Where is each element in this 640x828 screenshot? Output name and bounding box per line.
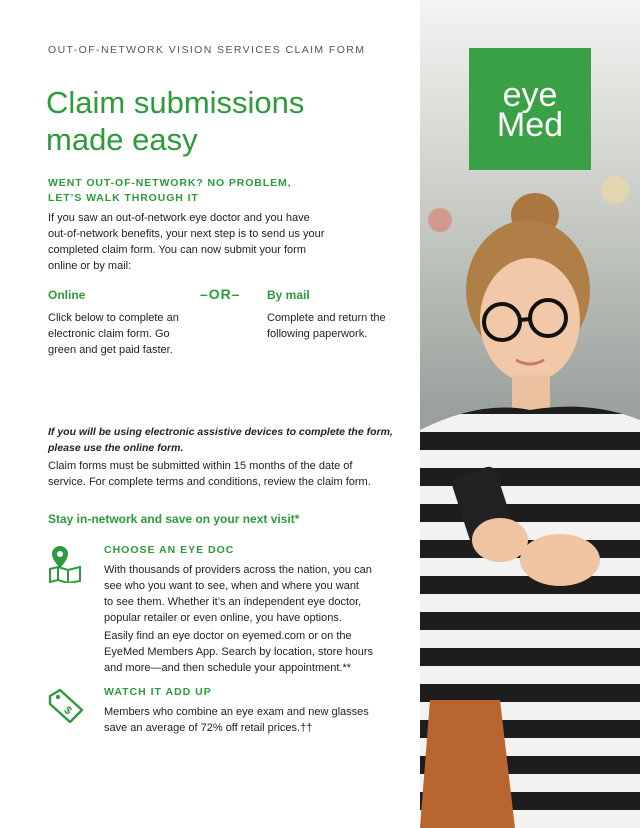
- choose-line: EyeMed Members App. Search by location, store hours: [104, 646, 374, 658]
- intro-line: out-of-network benefits, your next step is to send us your: [48, 228, 325, 240]
- choose-line: With thousands of providers across the nation, you can: [104, 564, 372, 576]
- choose-line: see who you want to see, when and where you want: [104, 580, 359, 592]
- map-pin-icon: [46, 543, 84, 588]
- choose-paragraph-1: [104, 562, 404, 626]
- svg-text:$: $: [61, 704, 74, 718]
- intro-paragraph: [48, 210, 348, 274]
- subhead-line-1: WENT OUT-OF-NETWORK? NO PROBLEM,: [48, 177, 292, 189]
- section-heading-watch: WATCH IT ADD UP: [104, 686, 212, 698]
- subhead-line-2: LET’S WALK THROUGH IT: [48, 192, 199, 204]
- deadline-line: service. For complete terms and conditions, review the claim form.: [48, 476, 371, 488]
- notice-line: please use the online form.: [48, 442, 184, 454]
- price-tag-icon: [46, 686, 86, 731]
- title-line-1: Claim submissions: [46, 85, 305, 120]
- assistive-notice: [48, 424, 398, 456]
- online-heading[interactable]: Online: [48, 288, 86, 302]
- logo-line-2: Med: [496, 106, 564, 144]
- eyemed-logo: [469, 48, 591, 170]
- mail-description: [267, 310, 407, 342]
- online-line: Click below to complete an: [48, 312, 179, 324]
- deadline-line: Claim forms must be submitted within 15 months of the date of: [48, 460, 353, 472]
- or-divider: –OR–: [200, 286, 241, 302]
- page-title: [46, 84, 406, 158]
- online-line: green and get paid faster.: [48, 344, 173, 356]
- intro-line: If you saw an out-of-network eye doctor and you have: [48, 212, 310, 224]
- mail-heading: By mail: [267, 288, 310, 302]
- choose-line: and more—and then schedule your appointment.**: [104, 662, 352, 674]
- watch-paragraph: [104, 704, 404, 736]
- mail-line: Complete and return the: [267, 312, 386, 324]
- intro-line: completed claim form. You can now submit your form: [48, 244, 307, 256]
- online-line: electronic claim form. Go: [48, 328, 170, 340]
- intro-line: online or by mail:: [48, 260, 132, 272]
- choose-line: Easily find an eye doctor on eyemed.com or on the: [104, 630, 352, 642]
- section-heading-choose: CHOOSE AN EYE DOC: [104, 544, 235, 556]
- intro-subhead: [48, 176, 348, 206]
- title-line-2: made easy: [46, 122, 198, 157]
- network-heading: Stay in-network and save on your next visit*: [48, 512, 300, 526]
- choose-paragraph-2: [104, 628, 404, 676]
- online-description: [48, 310, 208, 358]
- mail-line: following paperwork.: [267, 328, 368, 340]
- deadline-paragraph: [48, 458, 408, 490]
- choose-line: popular retailer or even online, you have options.: [104, 612, 342, 624]
- eyebrow: OUT-OF-NETWORK VISION SERVICES CLAIM FORM: [48, 44, 366, 56]
- notice-line: If you will be using electronic assistive devices to complete the form,: [48, 426, 393, 438]
- logo-line-1: eye: [502, 76, 558, 114]
- watch-line: Members who combine an eye exam and new glasses: [104, 706, 369, 718]
- watch-line: save an average of 72% off retail prices.††: [104, 722, 313, 734]
- choose-line: to see them. Whether it’s an independent eye doctor,: [104, 596, 362, 608]
